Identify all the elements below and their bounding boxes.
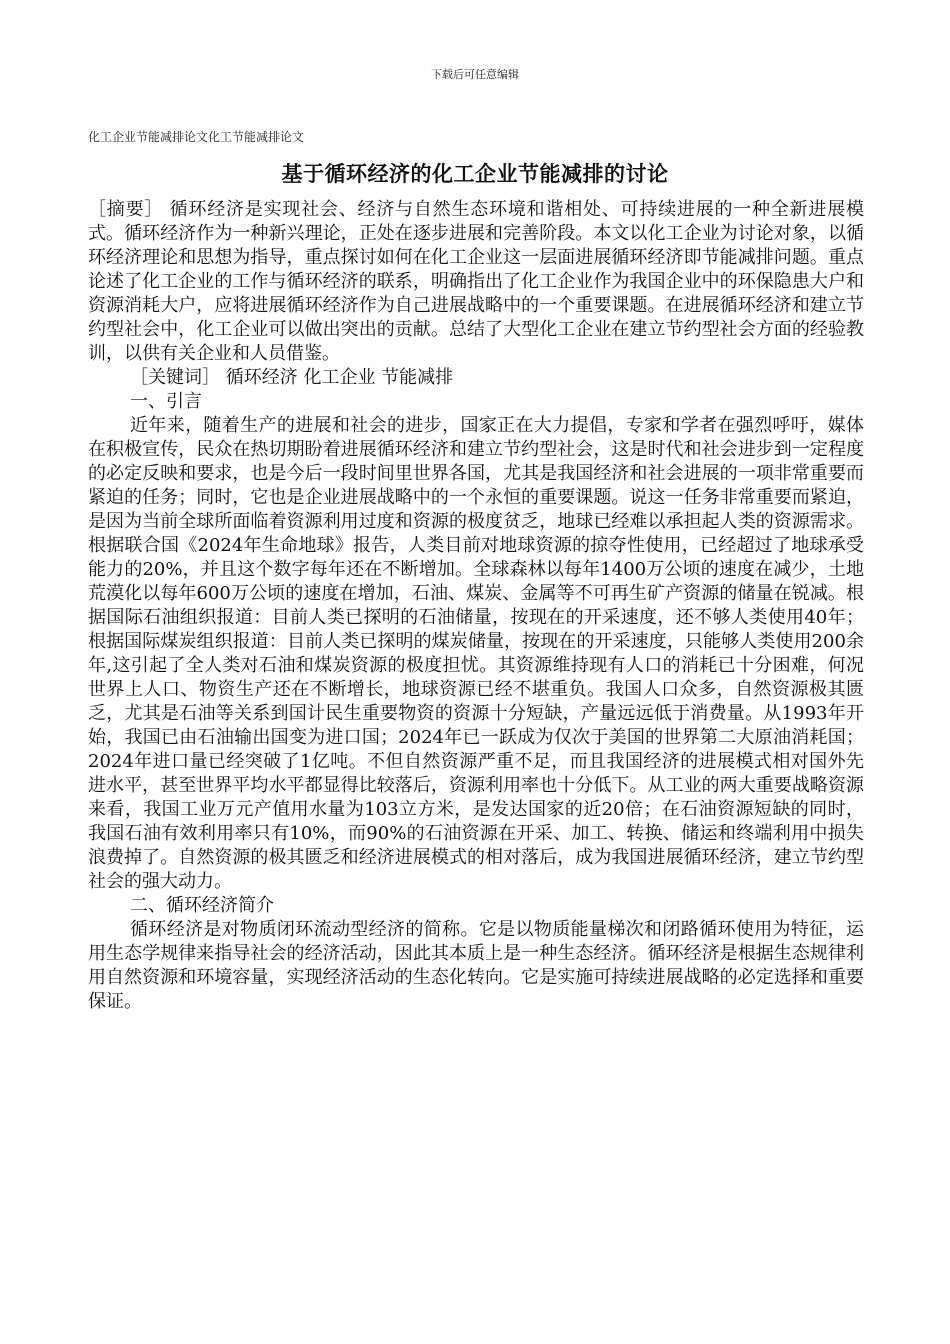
document-subtitle: 化工企业节能减排论文化工节能减排论文 [88, 130, 305, 144]
abstract-paragraph: ［摘要］ 循环经济是实现社会、经济与自然生态环境和谐相处、可持续进展的一种全新进展模式。循环经济作为一种新兴理论，正处在逐步进展和完善阶段。本文以化工企业为讨论对象，以循环经济理论和思想为指导，重点探讨如何在化工企业这一层面进展循环经济即节能减排问题。重点论述了化工企业的工作与循环经济的联系，明确指出了化工企业作为我国企业中的环保隐患大户和资源消耗大户，应将进展循环经济作为自己进展战略中的一个重要课题。在进展循环经济和建立节约型社会中，化工企业可以做出突出的贡献。总结了大型化工企业在建立节约型社会方面的经验教训，以供有关企业和人员借鉴。 [88, 199, 864, 364]
section-heading-intro: 一、引言 [130, 391, 202, 412]
circular-economy-paragraph: 循环经济是对物质闭环流动型经济的简称。它是以物质能量梯次和闭路循环使用为特征，运用生态学规律来指导社会的经济活动，因此其本质上是一种生态经济。循环经济是根据生态规律利用自然资源和环境容量，实现经济活动的生态化转向。它是实施可持续进展战略的必定选择和重要保证。 [88, 919, 864, 1012]
page-title: 基于循环经济的化工企业节能减排的讨论 [281, 162, 669, 186]
section-heading-circular-economy: 二、循环经济简介 [130, 895, 274, 916]
document-body [88, 198, 864, 1014]
header-note: 下载后可任意编辑 [431, 68, 519, 81]
intro-paragraph: 近年来，随着生产的进展和社会的进步，国家正在大力提倡，专家和学者在强烈呼吁，媒体在积极宣传，民众在热切期盼着进展循环经济和建立节约型社会，这是时代和社会进步到一定程度的必定反映和要求，也是今后一段时间里世界各国，尤其是我国经济和社会进展的一项非常重要而紧迫的任务；同时，它也是企业进展战略中的一个永恒的重要课题。说这一任务非常重要而紧迫，是因为当前全球所面临着资源利用过度和资源的极度贫乏，地球已经难以承担起人类的资源需求。根据联合国《2024年生命地球》报告，人类目前对地球资源的掠夺性使用，已经超过了地球承受能力的20%，并且这个数字每年还在不断增加。全球森林以每年1400万公顷的速度在减少，土地荒漠化以每年600万公顷的速度在增加，石油、煤炭、金属等不可再生矿产资源的储量在锐减。根据国际石油组织报道：目前人类已探明的石油储量，按现在的开采速度，还不够人类使用40年；根据国际煤炭组织报道：目前人类已探明的煤炭储量，按现在的开采速度，只能够人类使用200余年,这引起了全人类对石油和煤炭资源的极度担忧。其资源维持现有人口的消耗已十分困难，何况世界上人口、物资生产还在不断增长，地球资源已经不堪重负。我国人口众多，自然资源极其匮乏，尤其是石油等关系到国计民生重要物资的资源十分短缺，产量远远低于消费量。从1993年开始，我国已由石油输出国变为进口国；2024年已一跃成为仅次于美国的世界第二大原油消耗国；2024年进口量已经突破了1亿吨。不但自然资源严重不足，而且我国经济的进展模式相对国外先进水平，甚至世界平均水平都显得比较落后，资源利用率也十分低下。从工业的两大重要战略资源来看，我国工业万元产值用水量为103立方米，是发达国家的近20倍；在石油资源短缺的同时，我国石油有效利用率只有10%，而90%的石油资源在开采、加工、转换、储运和终端利用中损失浪费掉了。自然资源的极其匮乏和经济进展模式的相对落后，成为我国进展循环经济，建立节约型社会的强大动力。 [88, 415, 864, 892]
keywords-line: ［关键词］ 循环经济 化工企业 节能减排 [130, 367, 454, 388]
